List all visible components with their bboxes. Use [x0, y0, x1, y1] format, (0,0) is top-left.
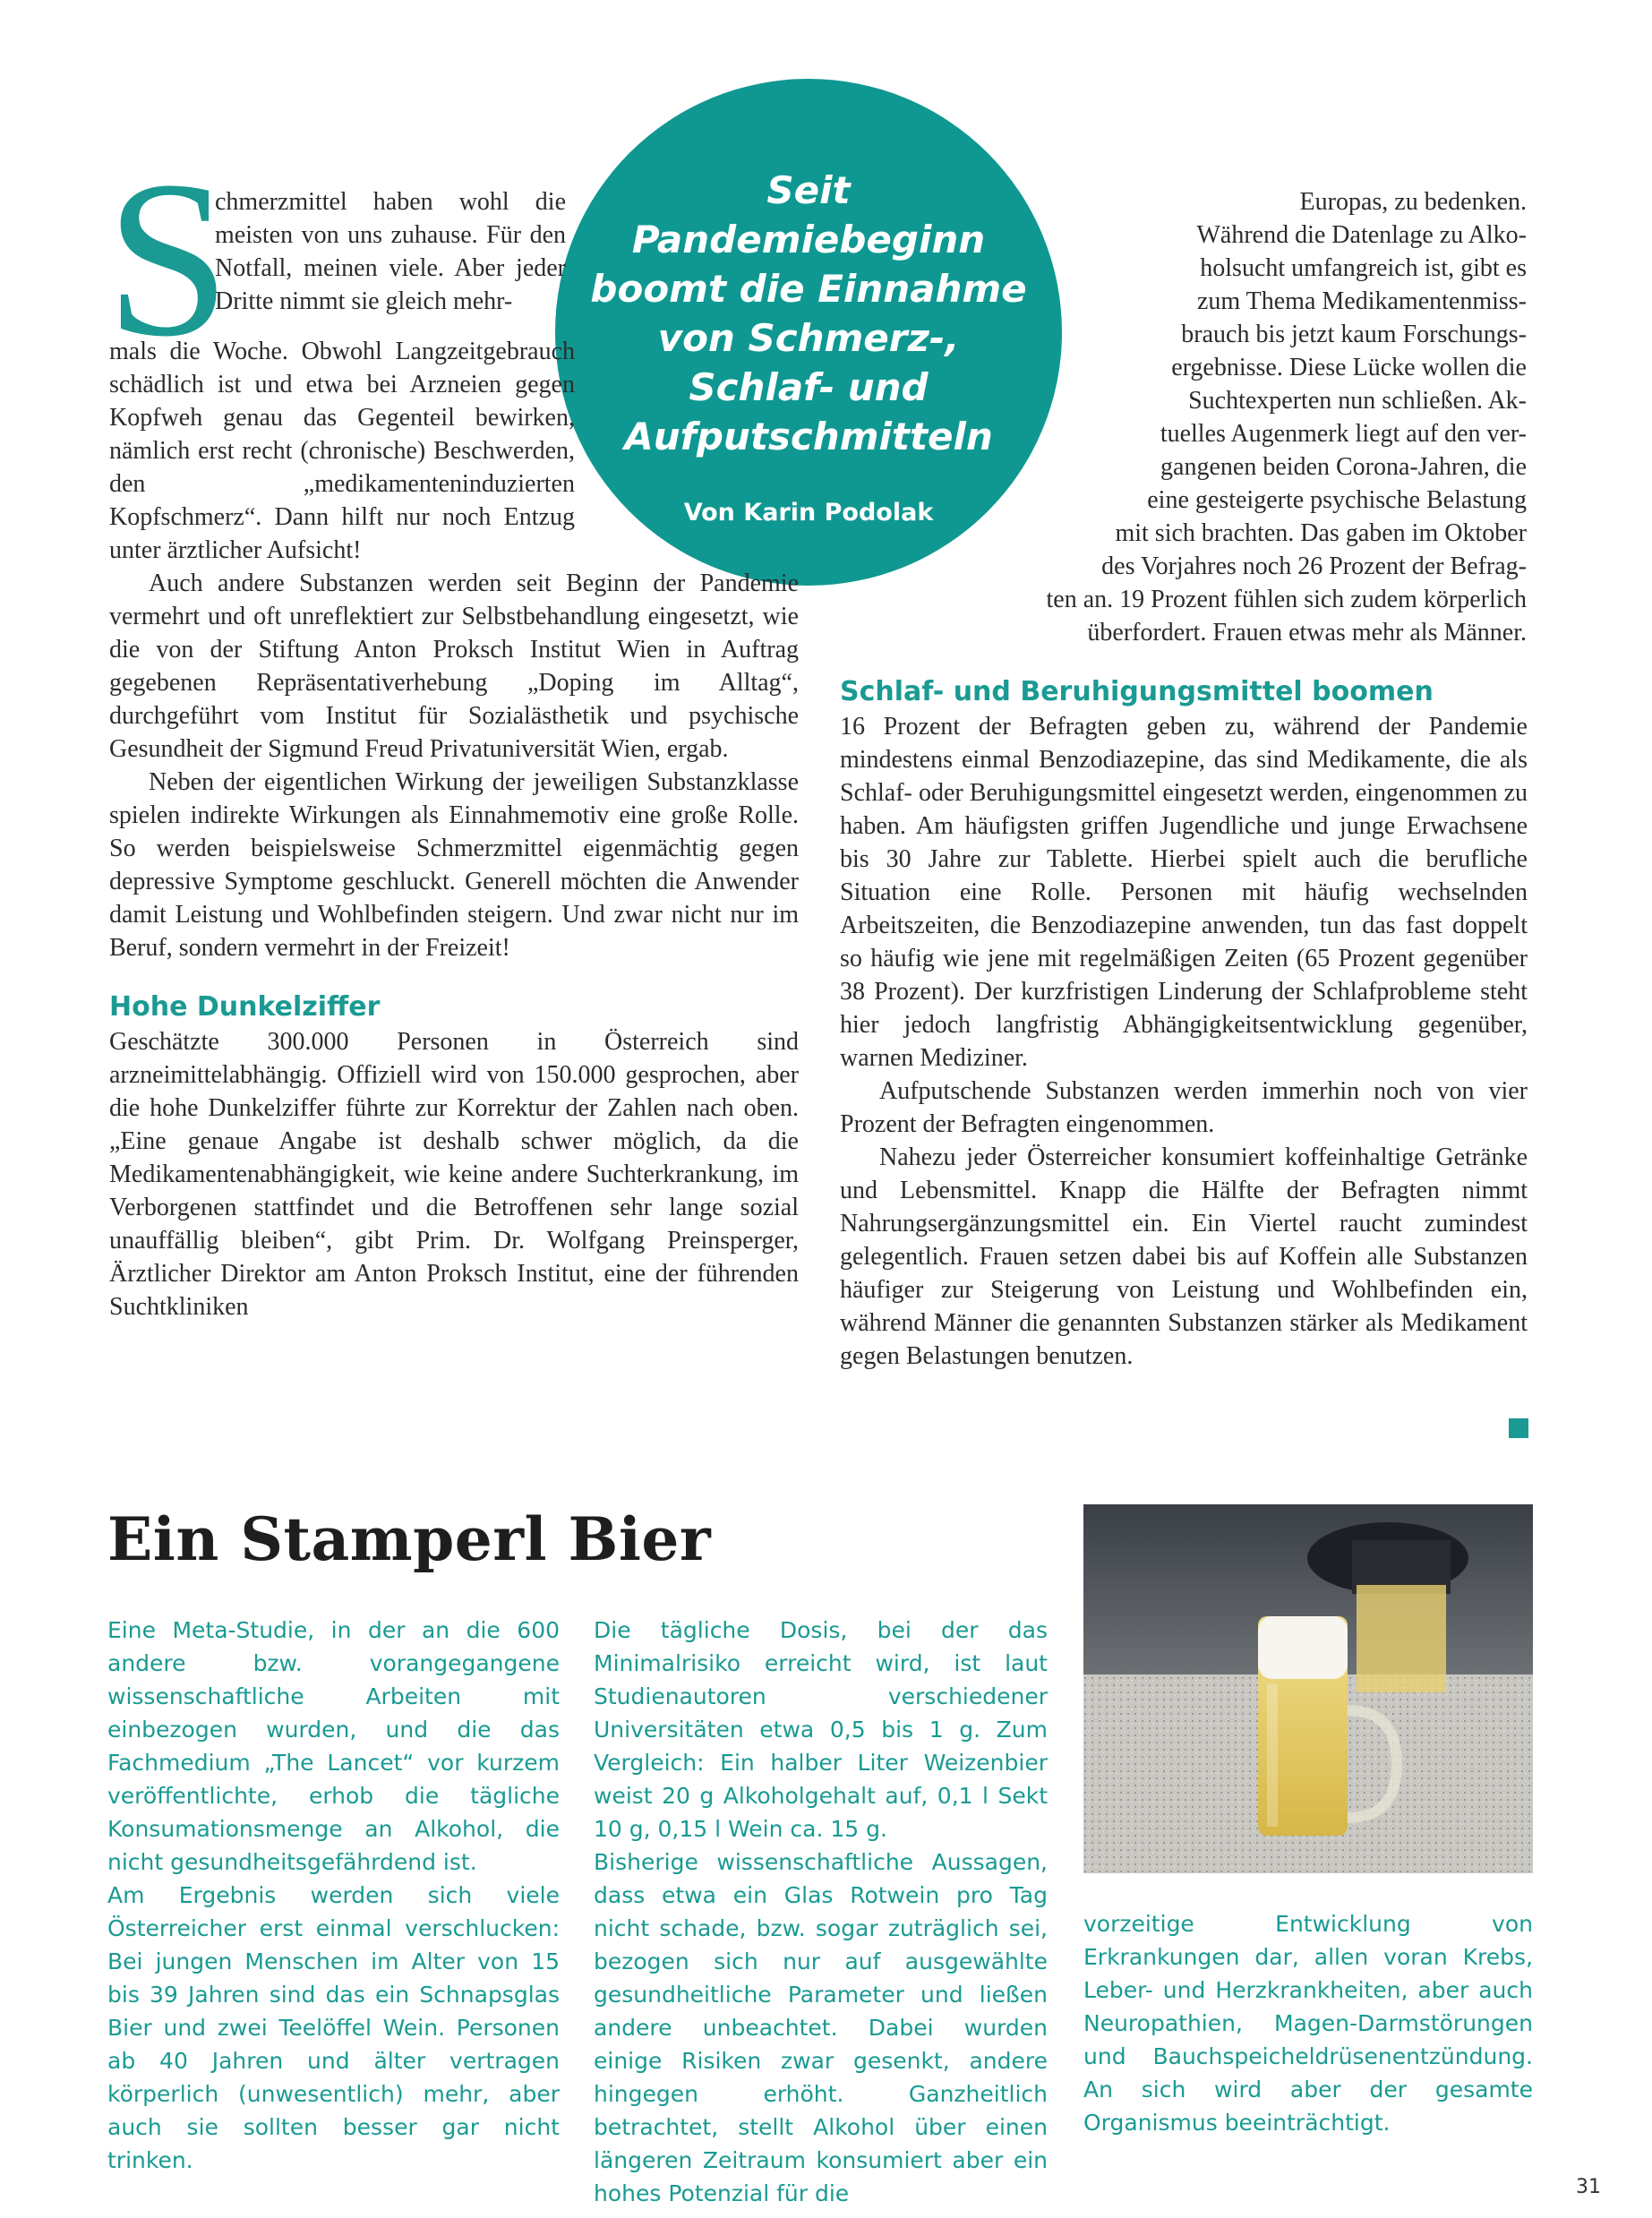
article-column-right — [840, 674, 1528, 1373]
sidebar-column-3 — [1083, 1907, 1533, 2139]
end-mark — [1509, 1418, 1528, 1438]
page-number: 31 — [1576, 2176, 1601, 2198]
subheading: Schlaf- und Beruhigungsmittel boomen — [840, 676, 1434, 707]
article-text: Nahezu jeder Österreicher konsumiert koffeinhaltige Getränke und Lebensmittel. Knapp die Hälfte der Befragten nimmt Nahrungsergänzungsmittel ein. Ein Viertel raucht zumindest gelegentlich. Frauen setzen dabei bis auf Koffein alle Substanzen häufiger zur Steigerung von Leistung und Wohlbefinden ein, während Männer die genannten Substanzen stärker als Medikament gegen Belastungen benutzen. — [840, 1143, 1528, 1370]
sidebar-text: Die tägliche Dosis, bei der das Minimalrisiko erreicht wird, ist laut Studienautoren verschiedener Universitäten etwa 0,5 bis 1 g. Zum Vergleich: Ein halber Liter Weizenbier weist 20 g Alkoholgehalt auf, 0,1 l Sekt 10 g, 0,15 l Wein ca. 15 g. — [594, 1617, 1048, 1842]
article-text: Neben der eigentlichen Wirkung der jeweiligen Substanzklasse spielen indirekte Wirkungen als Einnahmemotiv eine große Rolle. So werden beispielsweise Schmerzmittel eigenmächtig gegen depressive Symptome geschluckt. Generell möchten die Anwender damit Leistung und Wohlbefinden steigern. Und zwar nicht nur im Beruf, sondern vermehrt in der Freizeit! — [109, 768, 799, 962]
article-column-left — [109, 335, 799, 1323]
pullquote-title: Seit Pandemiebeginn boomt die Einnahme von Schmerz-, Schlaf- und Aufputschmitteln — [590, 167, 1027, 458]
article-text: Aufputschende Substanzen werden immerhin noch von vier Prozent der Befragten eingenommen. — [840, 1077, 1528, 1138]
article-text: chmerzmittel haben wohl die meisten von uns zuhause. Für den Notfall, meinen viele. Aber jeder Dritte nimmt sie gleich mehr- — [215, 188, 566, 315]
beer-photo — [1083, 1504, 1533, 1873]
article-intro-top — [215, 185, 566, 318]
text-line: Während die Datenlage zu Alko- — [1196, 221, 1527, 249]
sidebar-column-1 — [107, 1614, 560, 2177]
subheading: Hohe Dunkelziffer — [109, 991, 381, 1023]
text-line: brauch bis jetzt kaum Forschungs- — [1181, 321, 1527, 348]
article-column-right-top — [895, 185, 1527, 649]
text-line: Suchtexperten nun schließen. Ak- — [1188, 387, 1527, 415]
sidebar-text: Eine Meta-Studie, in der an die 600 andere bzw. vorangegangene wissenschaftliche Arbeiten mit einbezogen wurden, und die das Fachmedium „The Lancet“ vor kurzem veröffentlichte, erhob die tägliche Konsumationsmenge an Alkohol, die nicht gesundheitsgefährdend ist. — [107, 1617, 560, 1875]
text-line: eine gesteigerte psychische Belastung — [1147, 486, 1527, 514]
text-line: gangenen beiden Corona-Jahren, die — [1160, 453, 1527, 481]
text-line: holsucht umfangreich ist, gibt es — [1200, 254, 1527, 282]
text-line: ergebnisse. Diese Lücke wollen die — [1171, 354, 1527, 381]
beer-glass-image — [1083, 1504, 1533, 1873]
sidebar-column-2 — [594, 1614, 1048, 2210]
drop-cap: S — [106, 135, 231, 383]
sidebar-text: Am Ergebnis werden sich viele Österreicher erst einmal verschlucken: Bei jungen Menschen im Alter von 15 bis 39 Jahren sind das ein Schnapsglas Bier und zwei Teelöffel Wein. Personen ab 40 Jahren und älter vertragen körperlich (unwesentlich) mehr, aber auch sie sollten besser gar nicht trinken. — [107, 1882, 560, 2173]
article-text: mals die Woche. Obwohl Langzeitgebrauch schädlich ist und etwa bei Arzneien gegen Kopfweh genau das Gegenteil bewirken, nämlich erst recht (chronische) Beschwerden, den „medikamenteninduzierten Kopfschmerz“. Dann hilft nur noch Entzug unter ärztlicher Aufsicht! — [109, 338, 575, 564]
text-line: des Vorjahres noch 26 Prozent der Befrag- — [1101, 552, 1527, 580]
text-line: überfordert. Frauen etwas mehr als Männer. — [1087, 619, 1527, 647]
sidebar-text: vorzeitige Entwicklung von Erkrankungen dar, allen voran Krebs, Leber- und Herzkrankheiten, aber auch Neuropathien, Magen-Darmstörungen und Bauchspeicheldrüsenentzündung. An sich wird aber der gesamte Organismus beeinträchtigt. — [1083, 1911, 1533, 2136]
text-line: ten an. 19 Prozent fühlen sich zudem körperlich — [1046, 586, 1527, 613]
byline: Von Karin Podolak — [683, 498, 934, 527]
article-text: Geschätzte 300.000 Personen in Österreich sind arzneimittelabhängig. Offiziell wird von 150.000 gesprochen, aber die hohe Dunkelziffer führte zur Korrektur der Zahlen nach oben. „Eine genaue Angabe ist deshalb schwer möglich, da die Medikamentenabhängigkeit, wie keine andere Suchterkrankung, im Verborgenen stattfindet und die Betroffenen sehr lange sozial unauffällig bleiben“, gibt Prim. Dr. Wolfgang Preinsperger, Ärztlicher Direktor am Anton Proksch Institut, eine der führenden Suchtkliniken — [109, 1028, 799, 1321]
article-text: Auch andere Substanzen werden seit Beginn der Pandemie vermehrt und oft unreflektiert zur Selbstbehandlung eingesetzt, wie die von der Stiftung Anton Proksch Institut Wien in Auftrag gegebenen Repräsentativerhebung „Doping im Alltag“, durchgeführt vom Institut für Sozialästhetik und psychische Gesundheit der Sigmund Freud Privatuniversität Wien, ergab. — [109, 569, 799, 763]
text-line: mit sich brachten. Das gaben im Oktober — [1115, 519, 1527, 547]
article-text: 16 Prozent der Befragten geben zu, während der Pandemie mindestens einmal Benzodiazepine, das sind Medikamente, die als Schlaf- oder Beruhigungsmittel eingesetzt werden, eingenommen zu haben. Am häufigsten griffen Jugendliche und junge Erwachsene bis 30 Jahre zur Tablette. Hierbei spielt auch die berufliche Situation eine Rolle. Personen mit häufig wechselnden Arbeitszeiten, die Benzodiazepine anwenden, tun das fast doppelt so häufig wie jene mit regelmäßigen Zeiten (65 Prozent gegenüber 38 Prozent). Der kurzfristigen Linderung der Schlafprobleme steht hier jedoch langfristig Abhängigkeitsentwicklung gegenüber, warnen Mediziner. — [840, 713, 1528, 1072]
text-line: zum Thema Medikamentenmiss- — [1196, 287, 1527, 315]
sidebar-title: Ein Stamperl Bier — [107, 1504, 712, 1574]
text-line: Europas, zu bedenken. — [1299, 188, 1527, 216]
sidebar-text: Bisherige wissenschaftliche Aussagen, dass etwa ein Glas Rotwein pro Tag nicht schade, bzw. sogar zuträglich sei, bezogen sich nur auf ausgewählte gesundheitliche Parameter und ließen andere unbeachtet. Dabei wurden einige Risiken zwar gesenkt, andere hingegen erhöht. Ganzheitlich betrachtet, stellt Alkohol über einen längeren Zeitraum konsumiert aber ein hohes Potenzial für die — [594, 1849, 1048, 2206]
text-line: tuelles Augenmerk liegt auf den ver- — [1160, 420, 1527, 448]
